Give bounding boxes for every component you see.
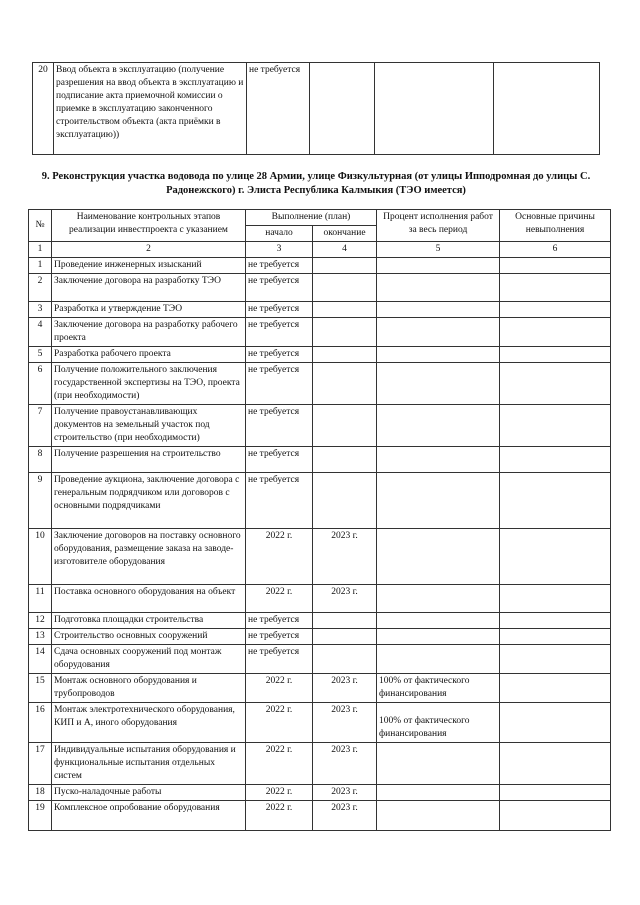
row-number: 16: [29, 703, 52, 743]
start-cell: не требуется: [246, 318, 313, 347]
row-number: 19: [29, 801, 52, 831]
table-row: [29, 703, 611, 743]
start-cell: 2022 г.: [246, 703, 313, 743]
row-number: 7: [29, 405, 52, 447]
start-cell: не требуется: [246, 274, 313, 302]
start-cell: не требуется: [246, 363, 313, 405]
start-cell: 2022 г.: [246, 801, 313, 831]
percent-cell: 100% от фактического финансирования: [377, 703, 500, 743]
end-cell: 2023 г.: [313, 674, 377, 703]
row-number: 3: [29, 302, 52, 318]
row-number: 13: [29, 629, 52, 645]
header-stage: Наименование контрольных этапов реализации инвестпроекта с указанием: [52, 210, 246, 242]
reasons-cell: [500, 785, 611, 801]
end-cell: [313, 274, 377, 302]
percent-cell: [377, 529, 500, 585]
row-number: 11: [29, 585, 52, 613]
row-number: 14: [29, 645, 52, 674]
reasons-cell: [500, 703, 611, 743]
reasons-cell: [500, 674, 611, 703]
row-number: 5: [29, 347, 52, 363]
header-percent: Процент исполнения работ за весь период: [377, 210, 500, 242]
row-number: 2: [29, 274, 52, 302]
start-cell: не требуется: [246, 645, 313, 674]
end-cell: [313, 447, 377, 473]
start-cell: не требуется: [246, 405, 313, 447]
reasons-cell: [500, 613, 611, 629]
end-cell: 2023 г.: [313, 785, 377, 801]
start-cell: 2022 г.: [246, 585, 313, 613]
stage-name: Получение разрешения на строительство: [52, 447, 246, 473]
stage-name: Подготовка площадки строительства: [52, 613, 246, 629]
stage-name: Разработка рабочего проекта: [52, 347, 246, 363]
end-cell: [310, 63, 375, 155]
start-cell: не требуется: [246, 258, 313, 274]
row-number: 1: [29, 258, 52, 274]
stage-name: Индивидуальные испытания оборудования и функциональные испытания отдельных систем: [52, 743, 246, 785]
header-execution: Выполнение (план): [246, 210, 377, 226]
row-number: 17: [29, 743, 52, 785]
table-row: [29, 613, 611, 629]
start-cell: не требуется: [246, 613, 313, 629]
reasons-cell: [500, 585, 611, 613]
stage-name: Заключение договора на разработку ТЭО: [52, 274, 246, 302]
start-cell: 2022 г.: [246, 674, 313, 703]
end-cell: [313, 258, 377, 274]
table-row: [29, 258, 611, 274]
start-cell: не требуется: [246, 447, 313, 473]
table-row: [29, 347, 611, 363]
previous-section-table: [32, 62, 600, 155]
end-cell: 2023 г.: [313, 585, 377, 613]
row-number: 6: [29, 363, 52, 405]
end-cell: [313, 318, 377, 347]
table-row: [29, 645, 611, 674]
reasons-cell: [500, 274, 611, 302]
start-cell: 2022 г.: [246, 743, 313, 785]
end-cell: [313, 629, 377, 645]
reasons-cell: [500, 645, 611, 674]
table-row: [29, 629, 611, 645]
start-cell: не требуется: [246, 347, 313, 363]
col-number: 3: [246, 242, 313, 258]
percent-cell: [375, 63, 494, 155]
percent-cell: [377, 447, 500, 473]
row-number: 15: [29, 674, 52, 703]
row-number: 4: [29, 318, 52, 347]
percent-cell: [377, 613, 500, 629]
col-number: 1: [29, 242, 52, 258]
table-row: [29, 473, 611, 529]
header-start: начало: [246, 226, 313, 242]
stage-name: Заключение договоров на поставку основного оборудования, размещение заказа на заводе-изготовителе оборудования: [52, 529, 246, 585]
header-end: окончание: [313, 226, 377, 242]
end-cell: [313, 473, 377, 529]
percent-cell: [377, 645, 500, 674]
stage-name: Заключение договора на разработку рабочего проекта: [52, 318, 246, 347]
percent-cell: [377, 785, 500, 801]
table-row: [29, 801, 611, 831]
table-row: [29, 302, 611, 318]
header-num: №: [29, 210, 52, 242]
reasons-cell: [500, 447, 611, 473]
percent-cell: [377, 302, 500, 318]
stage-name: Сдача основных сооружений под монтаж оборудования: [52, 645, 246, 674]
end-cell: 2023 г.: [313, 529, 377, 585]
reasons-cell: [500, 529, 611, 585]
col-number: 6: [500, 242, 611, 258]
col-number: 2: [52, 242, 246, 258]
reasons-cell: [500, 302, 611, 318]
reasons-cell: [500, 405, 611, 447]
table-row: [29, 674, 611, 703]
table-row: [29, 447, 611, 473]
table-row: [29, 363, 611, 405]
row-number: 9: [29, 473, 52, 529]
reasons-cell: [500, 347, 611, 363]
table-row: [29, 585, 611, 613]
table-row: [33, 63, 600, 155]
stage-name: Поставка основного оборудования на объект: [52, 585, 246, 613]
end-cell: [313, 363, 377, 405]
col-number: 5: [377, 242, 500, 258]
percent-cell: [377, 801, 500, 831]
control-stages-table: [28, 209, 611, 831]
table-row: [29, 405, 611, 447]
percent-cell: [377, 473, 500, 529]
percent-cell: 100% от фактического финансирования: [377, 674, 500, 703]
start-cell: не требуется: [246, 629, 313, 645]
percent-cell: [377, 405, 500, 447]
table-row: [29, 318, 611, 347]
percent-cell: [377, 585, 500, 613]
reasons-cell: [500, 318, 611, 347]
table-row: [29, 785, 611, 801]
stage-name: Ввод объекта в эксплуатацию (получение разрешения на ввод объекта в эксплуатацию и подписание акта приемочной комиссии о приемке в эксплуатацию законченного строительством объекта (акта приёмки в эксплуатацию)): [54, 63, 247, 155]
end-cell: 2023 г.: [313, 743, 377, 785]
section-title: 9. Реконструкция участка водовода по улице 28 Армии, улице Физкультурная (от улицы Ипподромная до улицы С. Радонежского) г. Элиста Республика Калмыкия (ТЭО имеется): [41, 171, 591, 196]
stage-name: Пуско-наладочные работы: [52, 785, 246, 801]
table-row: [29, 743, 611, 785]
percent-cell: [377, 347, 500, 363]
end-cell: 2023 г.: [313, 703, 377, 743]
end-cell: [313, 405, 377, 447]
header-row: [29, 210, 611, 226]
row-number: 8: [29, 447, 52, 473]
start-cell: не требуется: [247, 63, 310, 155]
start-cell: не требуется: [246, 302, 313, 318]
stage-name: Монтаж электротехнического оборудования, КИП и А, иного оборудования: [52, 703, 246, 743]
stage-name: Получение положительного заключения государственной экспертизы на ТЭО, проекта (при необходимости): [52, 363, 246, 405]
stage-name: Проведение аукциона, заключение договора с генеральным подрядчиком или договоров с основными подрядчиками: [52, 473, 246, 529]
end-cell: [313, 613, 377, 629]
end-cell: [313, 645, 377, 674]
percent-cell: [377, 743, 500, 785]
percent-cell: [377, 258, 500, 274]
stage-name: Получение правоустанавливающих документов на земельный участок под строительство (при необходимости): [52, 405, 246, 447]
reasons-cell: [500, 801, 611, 831]
percent-cell: [377, 318, 500, 347]
reasons-cell: [500, 629, 611, 645]
reasons-cell: [500, 363, 611, 405]
percent-cell: [377, 274, 500, 302]
start-cell: 2022 г.: [246, 785, 313, 801]
stage-name: Монтаж основного оборудования и трубопроводов: [52, 674, 246, 703]
column-number-row: [29, 242, 611, 258]
start-cell: не требуется: [246, 473, 313, 529]
percent-cell: [377, 363, 500, 405]
stage-name: Проведение инженерных изысканий: [52, 258, 246, 274]
row-number: 10: [29, 529, 52, 585]
col-number: 4: [313, 242, 377, 258]
end-cell: [313, 302, 377, 318]
row-number: 18: [29, 785, 52, 801]
end-cell: [313, 347, 377, 363]
stage-name: Комплексное опробование оборудования: [52, 801, 246, 831]
header-reasons: Основные причины невыполнения: [500, 210, 611, 242]
start-cell: 2022 г.: [246, 529, 313, 585]
percent-cell: [377, 629, 500, 645]
stage-name: Строительство основных сооружений: [52, 629, 246, 645]
table-row: [29, 274, 611, 302]
end-cell: 2023 г.: [313, 801, 377, 831]
reasons-cell: [494, 63, 600, 155]
table-row: [29, 529, 611, 585]
reasons-cell: [500, 743, 611, 785]
reasons-cell: [500, 258, 611, 274]
reasons-cell: [500, 473, 611, 529]
stage-name: Разработка и утверждение ТЭО: [52, 302, 246, 318]
row-number: 20: [33, 63, 54, 155]
row-number: 12: [29, 613, 52, 629]
